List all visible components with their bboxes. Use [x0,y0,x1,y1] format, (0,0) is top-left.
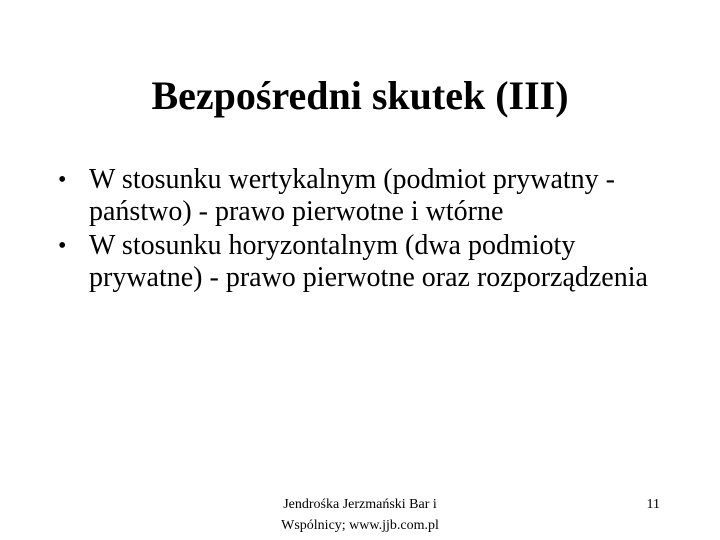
bullet-dot-icon: • [58,233,67,259]
footer-line-2: Wspólnicy; www.jjb.com.pl [281,518,439,533]
bullet-dot-icon: • [58,167,67,193]
bullet-item [58,230,678,294]
bullet-text: W stosunku horyzontalnym (dwa podmioty prywatne) - prawo pierwotne oraz rozporządzenia [89,230,648,293]
footer-line-1: Jendrośka Jerzmański Bar i [283,497,437,512]
bullet-text: W stosunku wertykalnym (podmiot prywatny - państwo) - prawo pierwotne i wtórne [89,164,615,227]
footer-text [250,494,470,536]
bullet-list [58,164,678,296]
slide-title: Bezpośredni skutek (III) [151,73,569,118]
bullet-item [58,164,678,228]
page-number: 11 [646,497,660,512]
